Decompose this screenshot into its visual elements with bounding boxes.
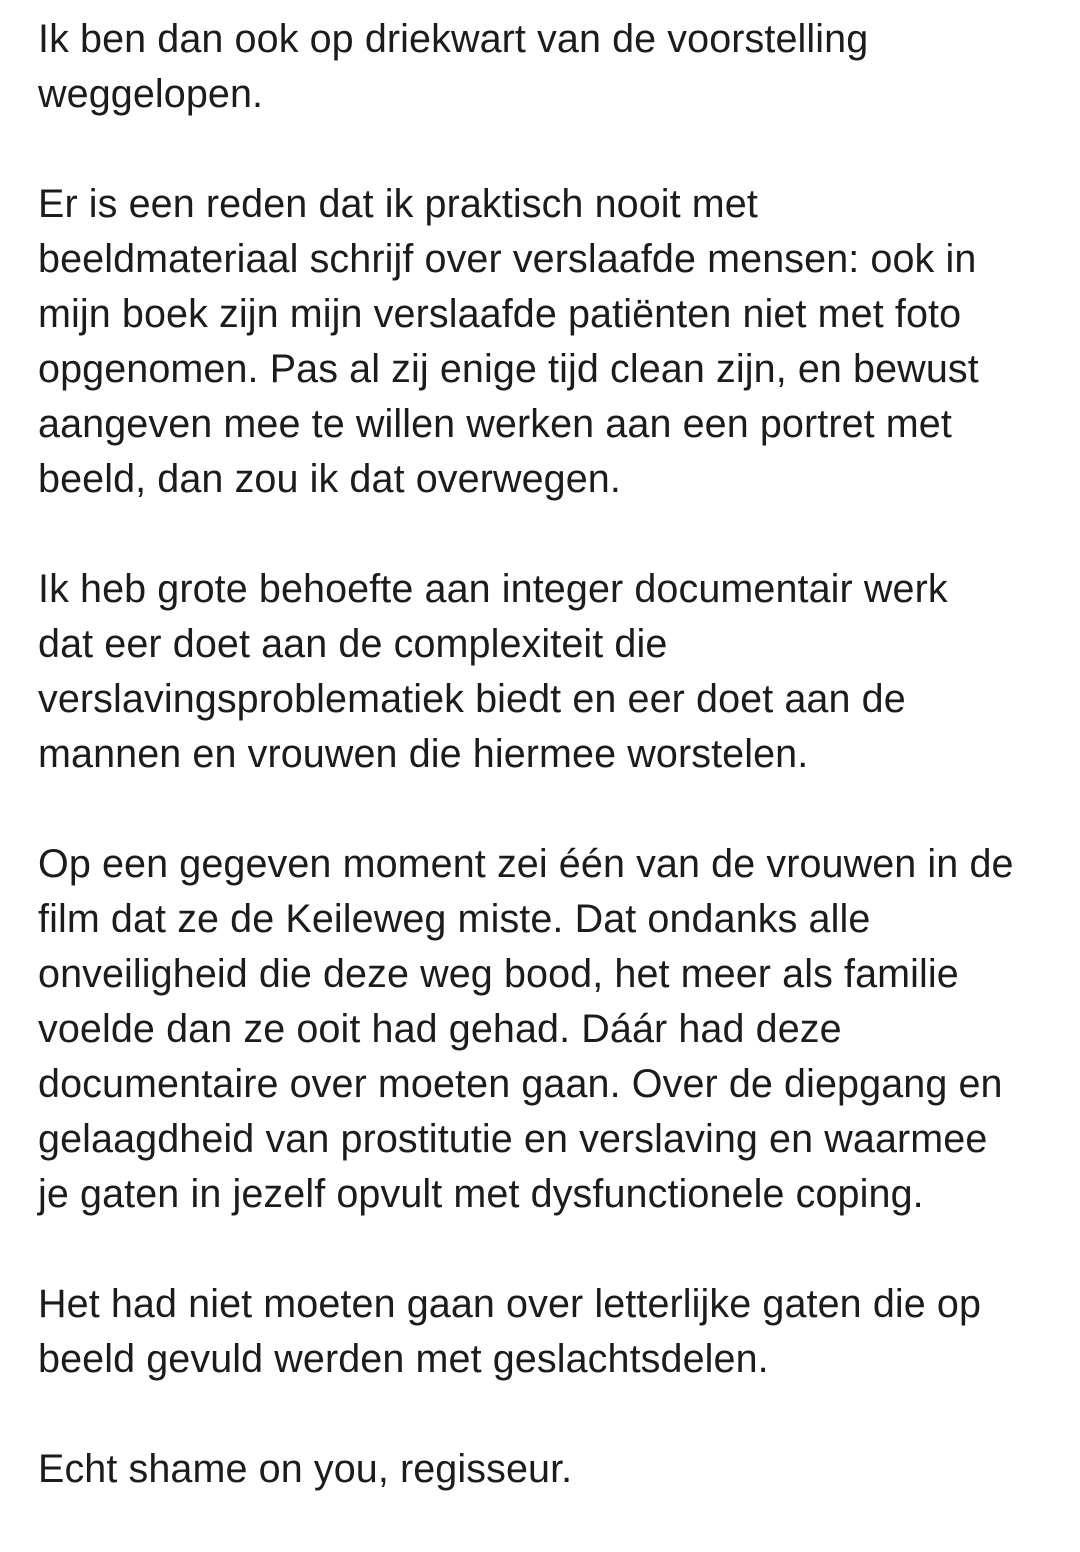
paragraph-3: Ik heb grote behoefte aan integer documentair werk dat eer doet aan de complexiteit die verslavingsproblematiek biedt en eer doet aan de mannen en vrouwen die hiermee worstelen. (38, 567, 948, 776)
paragraph-6: Echt shame on you, regisseur. (38, 1447, 573, 1491)
paragraph-5: Het had niet moeten gaan over letterlijke gaten die op beeld gevuld werden met geslachtsdelen. (38, 1282, 982, 1381)
paragraph-2: Er is een reden dat ik praktisch nooit met beeldmateriaal schrijf over verslaafde mensen: ook in mijn boek zijn mijn verslaafde patiënten niet met foto opgenomen. Pas al zij enige tijd clean zijn, en bewust aangeven mee te willen werken aan een portret met beeld, dan zou ik dat overwegen. (38, 182, 979, 501)
paragraph-4: Op een gegeven moment zei één van de vrouwen in de film dat ze de Keileweg miste. Dat ondanks alle onveiligheid die deze weg bood, het meer als familie voelde dan ze ooit had gehad. Dáár had deze documentaire over moeten gaan. Over de diepgang en gelaagdheid van prostitutie en verslaving en waarmee je gaten in jezelf opvult met dysfunctionele coping. (38, 842, 1014, 1216)
post-body (38, 12, 1058, 1552)
paragraph-1: Ik ben dan ook op driekwart van de voorstelling weggelopen. (38, 17, 869, 116)
